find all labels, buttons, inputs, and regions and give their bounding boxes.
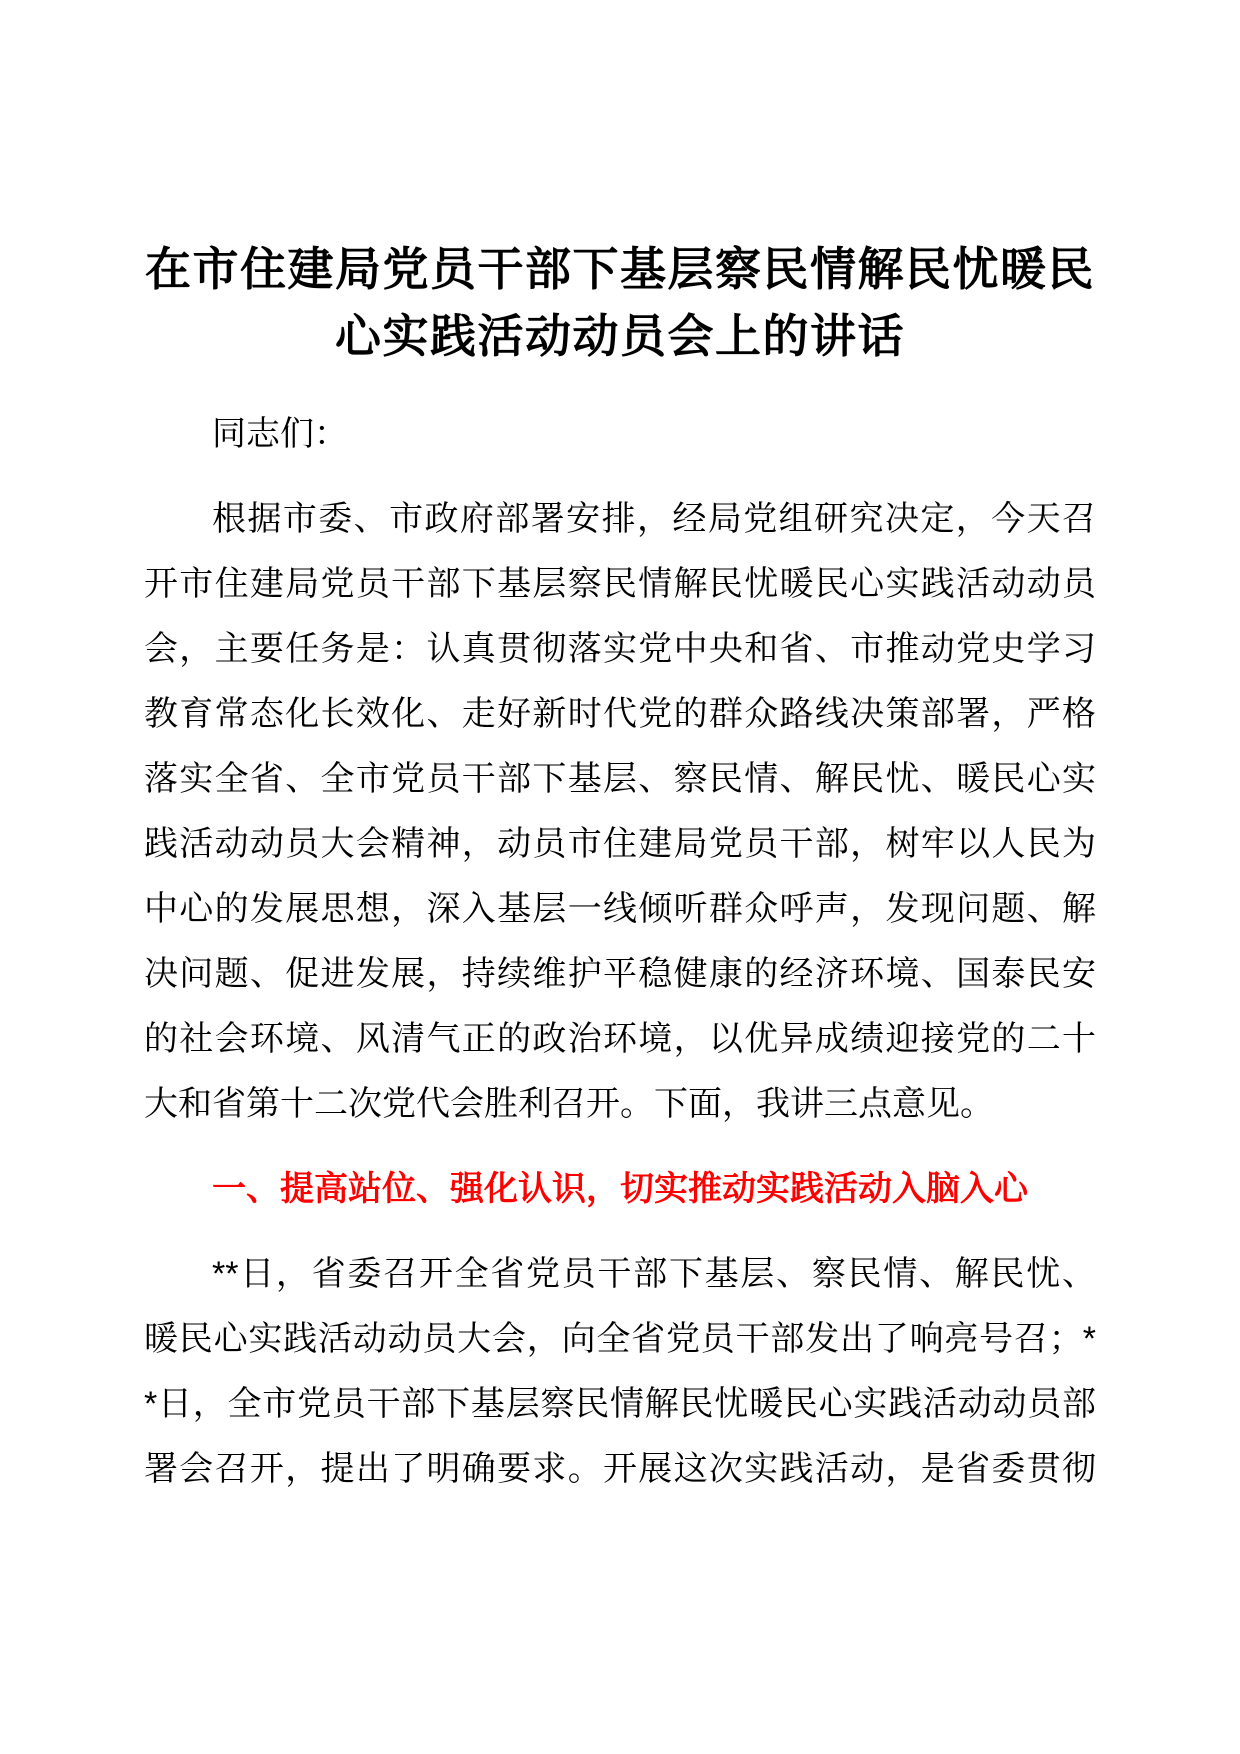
salutation-line-1: 同志们： <box>212 415 348 453</box>
paragraph-1-line-6: 践活动动员大会精神，动员市住建局党员干部，树牢以人民为 <box>144 825 1096 863</box>
paragraph-1-line-2: 开市住建局党员干部下基层察民情解民忧暖民心实践活动动员 <box>144 565 1096 603</box>
section-heading-1-line-1: 一、提高站位、强化认识，切实推动实践活动入脑入心 <box>212 1170 1028 1208</box>
section-heading-1 <box>144 1157 1096 1222</box>
paragraph-1-line-4: 教育常态化长效化、走好新时代党的群众路线决策部署，严格 <box>144 695 1096 733</box>
paragraph-1-line-3: 会，主要任务是：认真贯彻落实党中央和省、市推动党史学习 <box>144 630 1096 668</box>
paragraph-1 <box>144 487 1096 1137</box>
paragraph-1-line-9: 的社会环境、风清气正的政治环境，以优异成绩迎接党的二十 <box>144 1020 1096 1058</box>
paragraph-1-line-10: 大和省第十二次党代会胜利召开。下面，我讲三点意见。 <box>144 1085 994 1123</box>
document-title: 在市住建局党员干部下基层察民情解民忧暖民心实践活动动员会上的讲话 <box>145 243 1095 362</box>
salutation <box>144 402 1096 467</box>
paragraph-2-line-2: 暖民心实践活动动员大会，向全省党员干部发出了响亮号召；* <box>144 1320 1096 1358</box>
paragraph-2-line-1: **日，省委召开全省党员干部下基层、察民情、解民忧、 <box>212 1255 1096 1293</box>
paragraph-1-line-7: 中心的发展思想，深入基层一线倾听群众呼声，发现问题、解 <box>144 890 1096 928</box>
document-content <box>144 0 1096 1502</box>
paragraph-1-line-1: 根据市委、市政府部署安排，经局党组研究决定，今天召 <box>212 500 1096 538</box>
paragraph-2-line-3: *日，全市党员干部下基层察民情解民忧暖民心实践活动动员部 <box>144 1385 1096 1423</box>
paragraph-2 <box>144 1242 1096 1502</box>
paragraph-1-line-5: 落实全省、全市党员干部下基层、察民情、解民忧、暖民心实 <box>144 760 1096 798</box>
paragraph-1-line-8: 决问题、促进发展，持续维护平稳健康的经济环境、国泰民安 <box>144 955 1096 993</box>
paragraph-2-line-4: 署会召开，提出了明确要求。开展这次实践活动，是省委贯彻 <box>144 1450 1096 1488</box>
document-body <box>144 402 1096 1502</box>
